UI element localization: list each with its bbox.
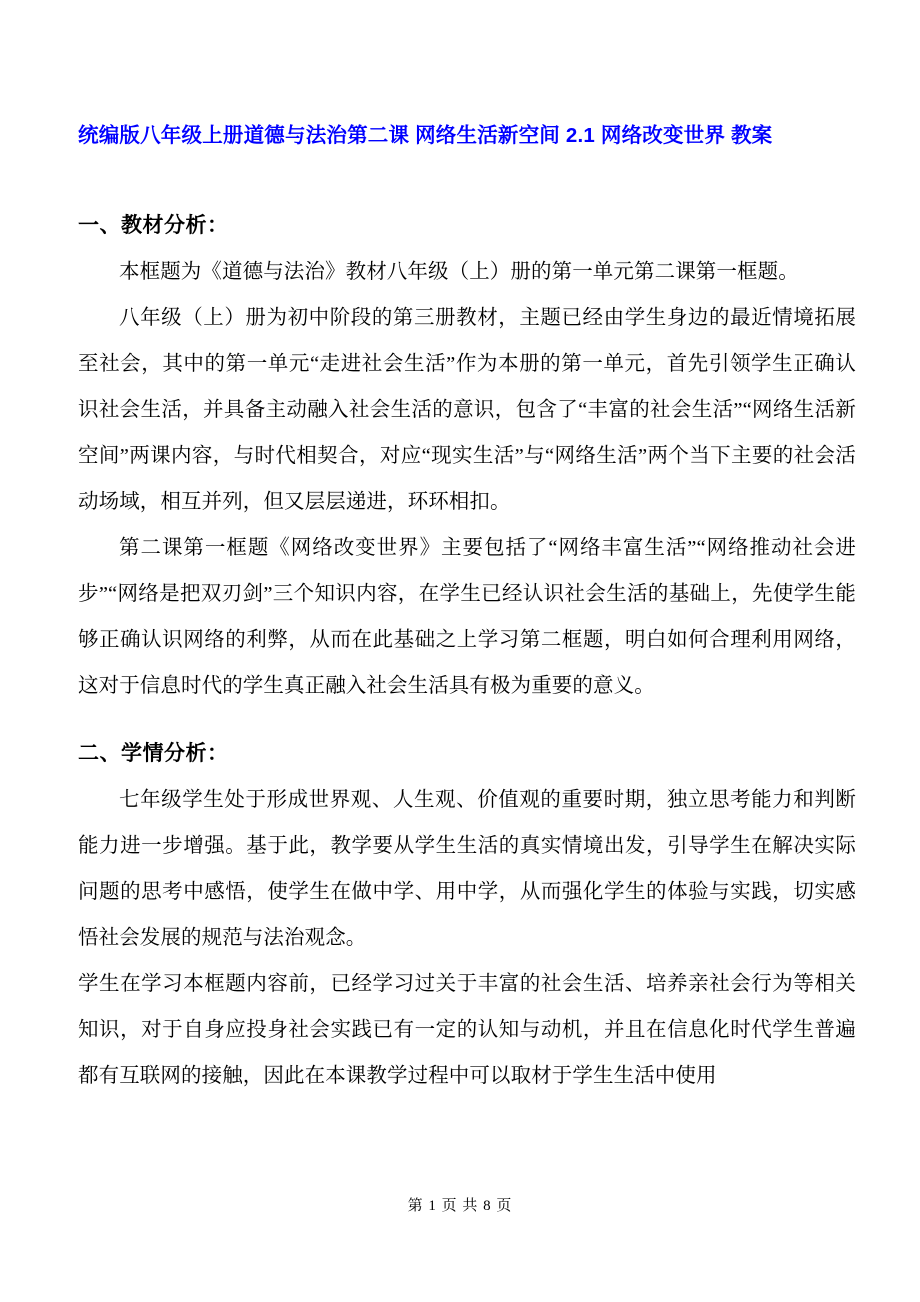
page-title: 统编版八年级上册道德与法治第二课 网络生活新空间 2.1 网络改变世界 教案 xyxy=(78,124,773,147)
page-footer: 第 1 页 共 8 页 xyxy=(407,1198,513,1214)
section-heading-teaching-material-analysis: 一、教材分析： xyxy=(78,214,229,237)
paragraph-1-2: 八年级（上）册为初中阶段的第三册教材，主题已经由学生身边的最近情境拓展至社会，其中的第一单元“走进社会生活”作为本册的第一单元，首先引领学生正确认识社会生活，并具备主动融入社会生活的意识，包含了“丰富的社会生活”“网络生活新空间”两课内容，与时代相契合，对应“现实生活”与“网络生活”两个当下主要的社会活动场域，相互并列，但又层层递进，环环相扣。 xyxy=(78,307,856,513)
document-body xyxy=(78,0,856,1099)
paragraph-1-1: 本框题为《道德与法治》教材八年级（上）册的第一单元第二课第一框题。 xyxy=(119,261,799,283)
paragraph-2-2: 学生在学习本框题内容前，已经学习过关于丰富的社会生活、培养亲社会行为等相关知识，对于自身应投身社会实践已有一定的认知与动机，并且在信息化时代学生普遍都有互联网的接触，因此在本课教学过程中可以取材于学生生活中使用 xyxy=(78,973,856,1087)
paragraph-2-1: 七年级学生处于形成世界观、人生观、价值观的重要时期，独立思考能力和判断能力进一步增强。基于此，教学要从学生生活的真实情境出发，引导学生在解决实际问题的思考中感悟，使学生在做中学、用中学，从而强化学生的体验与实践，切实感悟社会发展的规范与法治观念。 xyxy=(78,789,856,949)
section-heading-student-situation-analysis: 二、学情分析： xyxy=(78,742,229,765)
paragraph-1-3: 第二课第一框题《网络改变世界》主要包括了“网络丰富生活”“网络推动社会进步”“网络是把双刃剑”三个知识内容，在学生已经认识社会生活的基础上，先使学生能够正确认识网络的利弊，从而在此基础之上学习第二框题，明白如何合理利用网络，这对于信息时代的学生真正融入社会生活具有极为重要的意义。 xyxy=(78,537,856,697)
